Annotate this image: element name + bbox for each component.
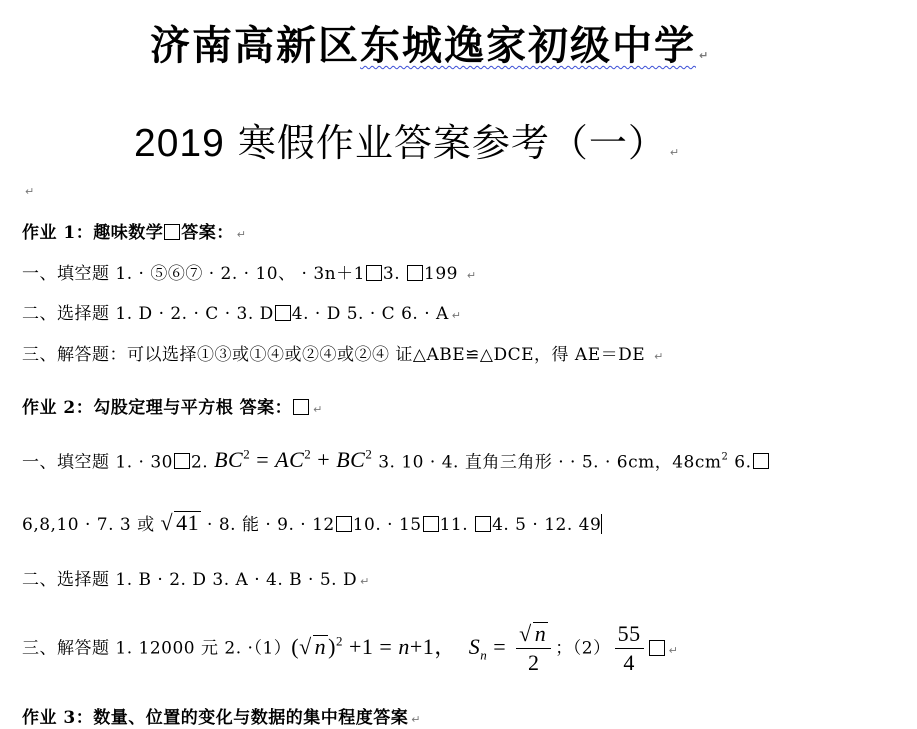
hw2-solve-a1: 1. 12000 元 2. ·（1）	[115, 638, 292, 659]
eq-ac: AC	[275, 447, 305, 473]
hw1-fill-label: 一、填空题	[22, 264, 116, 284]
hw2-fill-cont-a4: 11.	[439, 515, 475, 535]
frac-denominator: 2	[527, 650, 540, 676]
year-label: 2019	[134, 122, 225, 165]
paragraph-mark-icon: ↵	[654, 350, 664, 363]
paragraph-mark-icon: ↵	[411, 713, 421, 726]
missing-glyph-box	[753, 453, 769, 469]
frac2-denominator: 4	[623, 650, 635, 676]
missing-glyph-box	[275, 305, 291, 321]
hw2-solve-row	[22, 622, 678, 675]
hw2-fill-a1: 1. · 30	[115, 452, 173, 473]
hw2-heading-text: 作业 2：勾股定理与平方根 答案：	[22, 398, 293, 418]
text-cursor	[601, 514, 602, 534]
hw1-solve-text: 可以选择①③或①④或②④或②④ 证△ABE≌△DCE，得 AE＝DE	[127, 345, 652, 365]
s-symbol: S	[468, 633, 481, 659]
eq-equals: =	[250, 447, 276, 473]
hw2-heading	[22, 393, 323, 418]
subtitle-text: 寒假作业答案参考（一）	[237, 121, 667, 165]
paragraph-mark-icon: ↵	[699, 49, 711, 62]
missing-glyph-box	[649, 640, 665, 656]
missing-glyph-box	[475, 516, 491, 532]
hw2-fill-a2: 2.	[190, 452, 215, 473]
hw2-fill-cont-a5: 4. 5 · 12. 49	[492, 515, 602, 535]
school-name: 济南高新区东城逸家初级中学	[150, 22, 696, 69]
paragraph-mark-icon: ↵	[25, 185, 35, 198]
hw2-choice-label: 二、选择题	[22, 570, 116, 590]
hw1-heading-tail: 答案：	[181, 223, 234, 243]
s-subscript: n	[480, 647, 488, 663]
eq-exponent: 2	[304, 447, 312, 462]
hw1-choice-label: 二、选择题	[22, 304, 116, 324]
paragraph-mark-icon: ↵	[451, 309, 462, 322]
document-subtitle	[134, 112, 680, 167]
missing-glyph-box	[423, 516, 439, 532]
hw2-fill-label: 一、填空题	[22, 452, 116, 473]
hw1-choice-a1: 1. D · 2. · C · 3. D	[115, 304, 274, 324]
hw1-choice-a2: 4. · D 5. · C 6. · A	[291, 304, 449, 324]
missing-glyph-box	[174, 453, 190, 469]
hw2-choice-row	[22, 565, 370, 590]
paragraph-mark-icon: ↵	[668, 643, 679, 657]
paren-close: )	[328, 633, 336, 659]
missing-glyph-box	[407, 265, 423, 281]
hw2-fill-a4: 6.	[728, 452, 752, 473]
paragraph-mark-icon: ↵	[669, 146, 681, 159]
sqrt-value: 41	[176, 510, 200, 535]
hw2-fill-cont-a2: · 8. 能 · 9. · 12	[201, 515, 335, 535]
unit-exponent: 2	[721, 451, 729, 463]
paragraph-mark-icon: ↵	[313, 403, 323, 416]
hw2-solve-part2: ；（2）	[555, 638, 611, 659]
eq-bc2: BC	[336, 447, 366, 473]
fraction-55-over-4	[615, 622, 644, 675]
paragraph-mark-icon: ↵	[236, 228, 247, 241]
hw1-choice-row	[22, 299, 462, 324]
frac-numerator-n: n	[534, 621, 547, 646]
paragraph-mark-icon: ↵	[360, 575, 370, 588]
missing-glyph-box	[164, 224, 180, 240]
school-title	[150, 14, 710, 71]
eq-rhs-n: n	[398, 633, 410, 659]
hw2-fill-a3: 3. 10 · 4. 直角三角形 · · 5. · 6cm，48cm	[372, 452, 722, 473]
eq-exponent: 2	[243, 447, 251, 462]
s-equals: =	[487, 633, 513, 659]
hw1-solve-label: 三、解答题：	[22, 345, 127, 365]
eq-bc: BC	[214, 447, 244, 473]
sqrt-n: n	[314, 633, 327, 659]
hw2-fill-cont-a1: 6,8,10 · 7. 3 或	[22, 515, 161, 535]
hw1-heading-text: 作业 1：趣味数学	[22, 223, 164, 243]
hw2-fill-row	[22, 447, 770, 473]
missing-glyph-box	[366, 265, 382, 281]
hw2-fill-cont-a3: 10. · 15	[352, 515, 422, 535]
eq-mid: +1 =	[343, 633, 399, 659]
missing-glyph-box	[293, 399, 309, 415]
hw1-fill-a2: 3.	[382, 264, 407, 284]
hw1-fill-a1: 1. · ⑤⑥⑦ · 2. · 10、 · 3n＋1	[115, 264, 365, 284]
hw2-fill-cont-row	[22, 510, 602, 536]
hw1-fill-row	[22, 259, 477, 284]
missing-glyph-box	[336, 516, 352, 532]
sqrt-expression: √ 41	[160, 510, 200, 535]
paragraph-mark-icon: ↵	[466, 269, 477, 282]
frac2-numerator: 55	[615, 622, 644, 649]
hw1-solve-row	[22, 340, 664, 365]
eq-plus: +	[311, 447, 337, 473]
solve-equation: (√ n)$^2$ +1 = n+1， $S_n$ = $\frac{√ n}{2}$	[291, 634, 555, 659]
hw3-heading-text: 作业 3：数量、位置的变化与数据的集中程度答案	[22, 708, 409, 728]
empty-paragraph	[22, 180, 35, 200]
hw1-fill-a3: 199	[424, 264, 464, 284]
hw2-solve-label: 三、解答题	[22, 638, 116, 659]
square-exponent: 2	[336, 633, 343, 649]
paren-open: (	[291, 633, 300, 659]
eq-rhs-tail: +1，	[409, 633, 457, 659]
fraction-55-over-4-wrap	[611, 621, 648, 676]
pythagorean-equation	[214, 447, 372, 472]
eq-exponent: 2	[365, 447, 373, 462]
hw1-heading	[22, 218, 246, 243]
hw2-choice-text: 1. B · 2. D 3. A · 4. B · 5. D	[115, 570, 358, 590]
fraction-sqrt-n-over-2: $\frac{√ n}{2}$	[516, 622, 551, 675]
hw3-heading	[22, 703, 421, 728]
